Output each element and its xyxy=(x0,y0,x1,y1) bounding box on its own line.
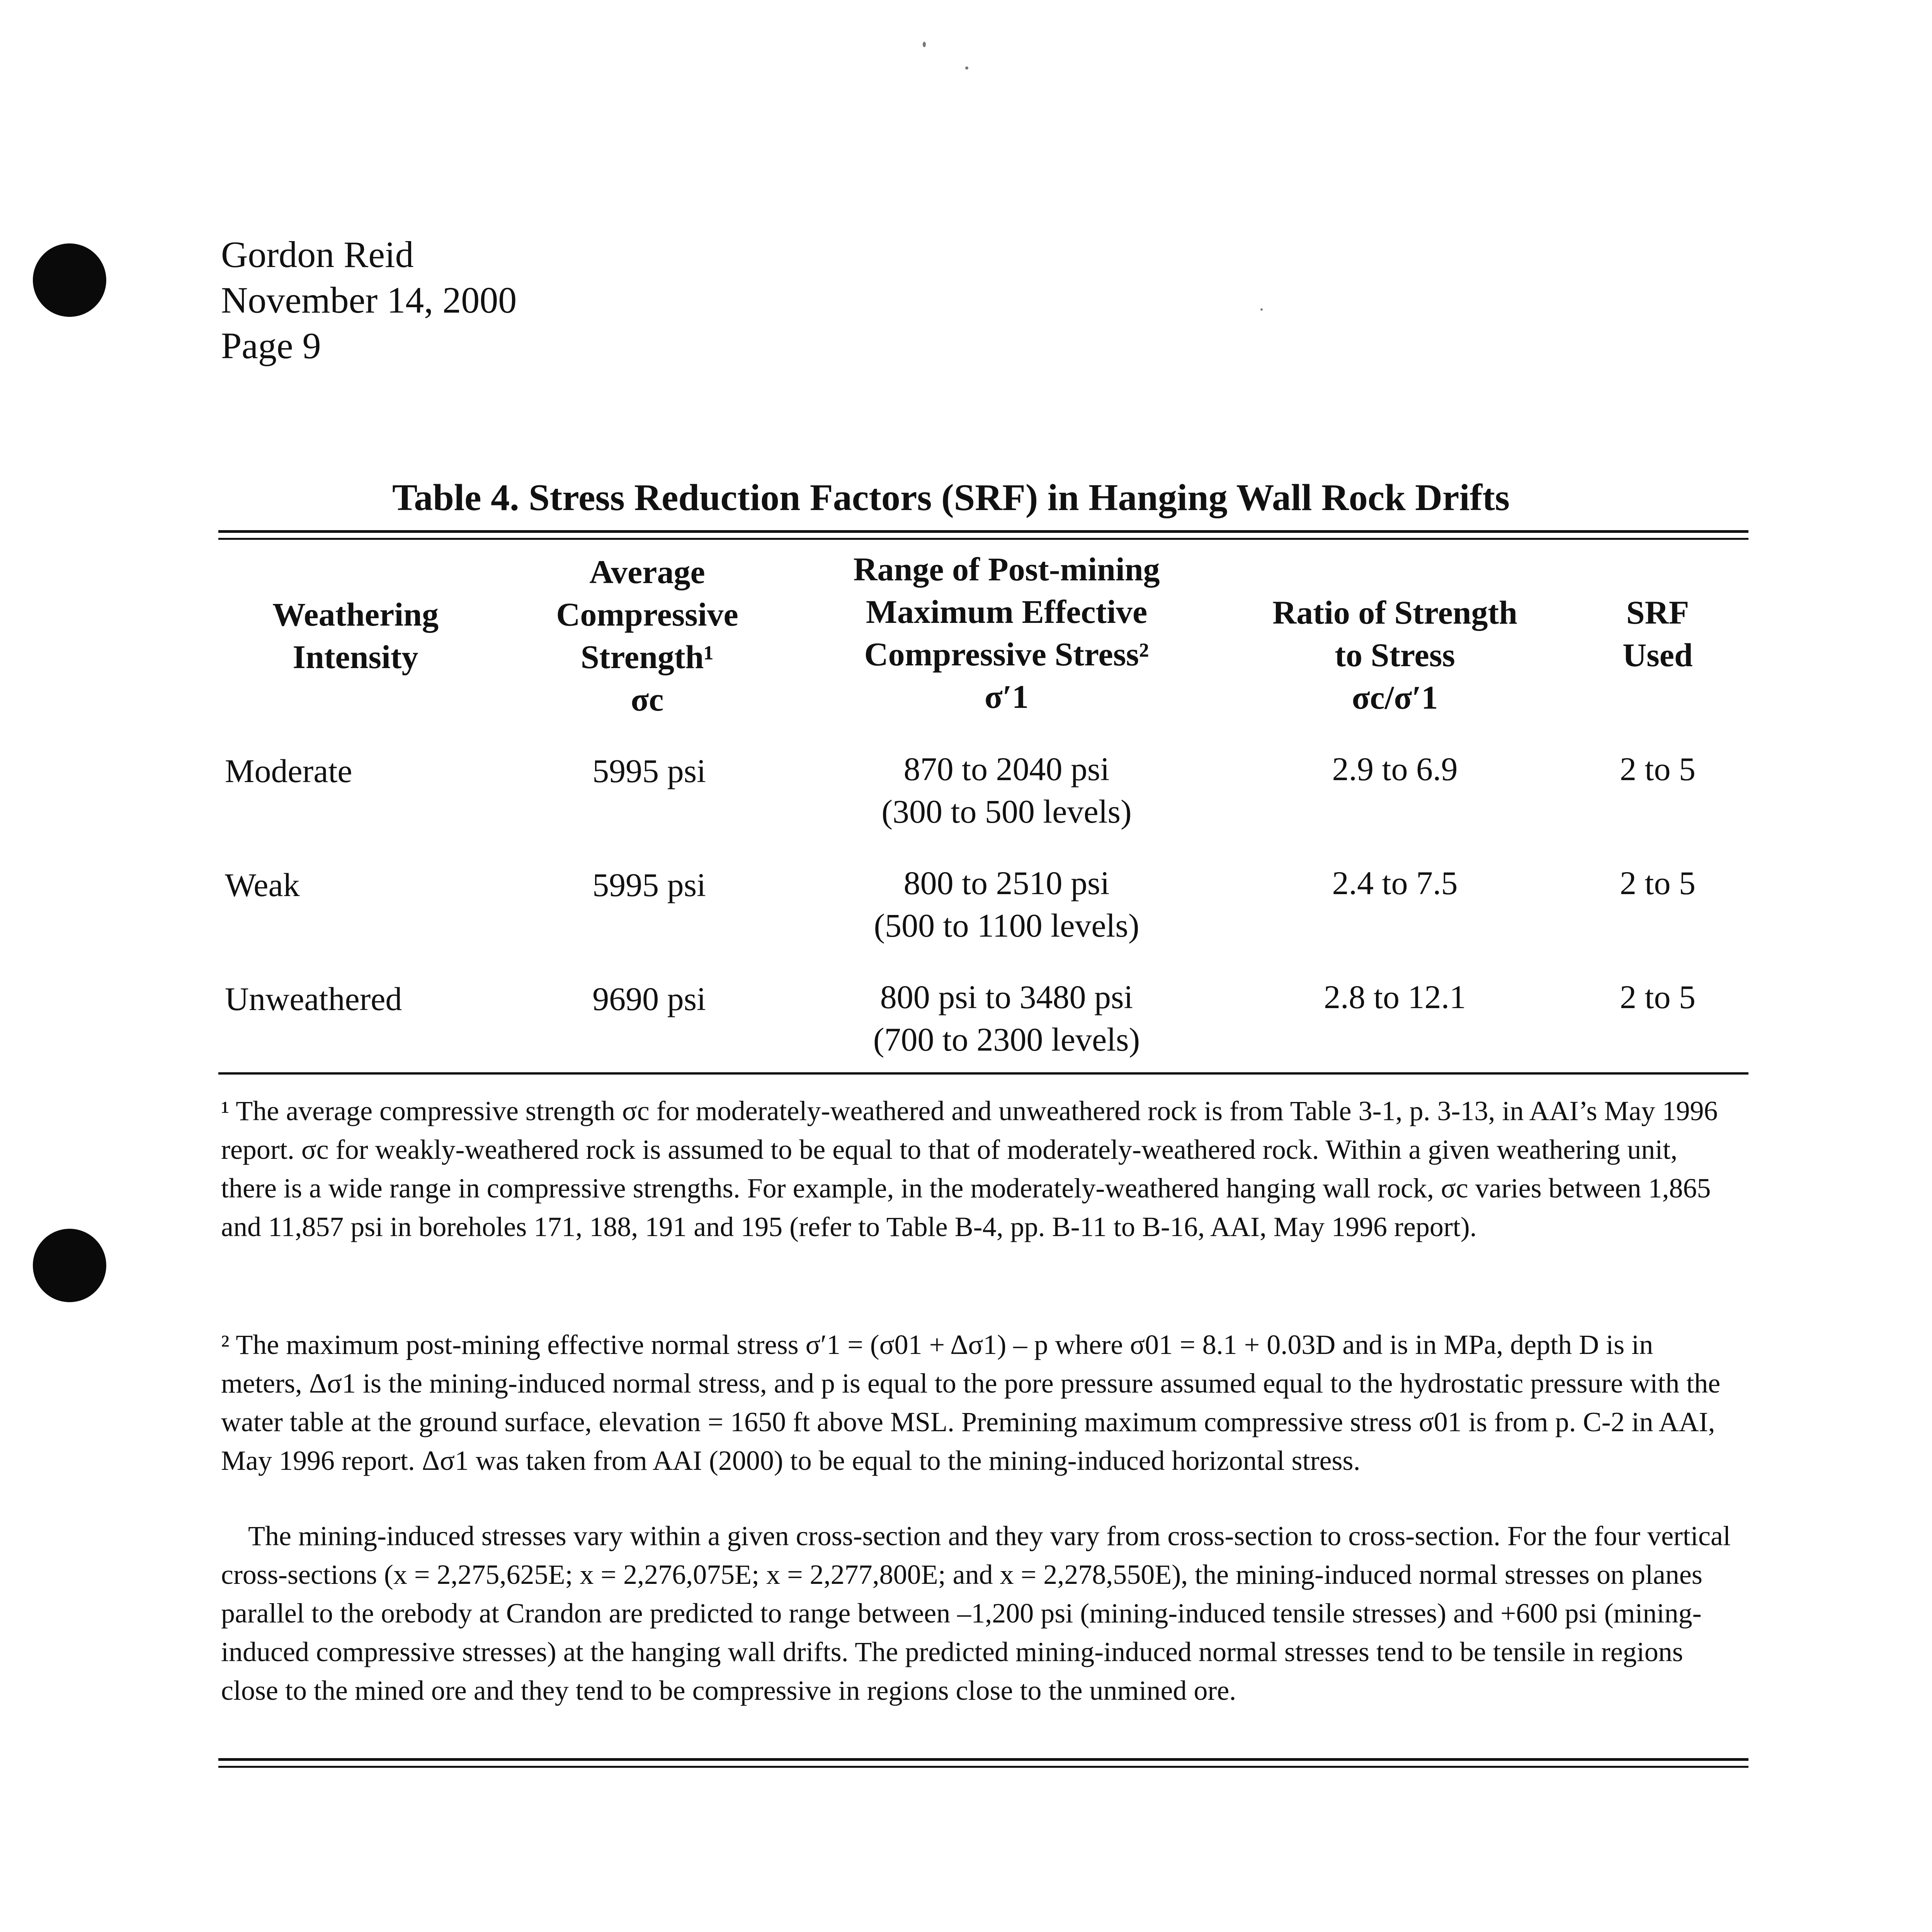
ratio-symbol: σc/σ′1 xyxy=(1352,679,1438,716)
column-header-strength: Average Compressive Strength¹ σc xyxy=(502,551,792,721)
footnote-3: The mining-induced stresses vary within a given cross-section and they vary from cross-section to cross-section. For the four vertical cross-sections (x = 2,275,625E; x = 2,276,075E; x = 2,277,800E; and x = 2,278,550E), the mining-induced normal stresses on planes parallel to the orebody at Crandon are predicted to range between –1,200 psi (mining-induced tensile stresses) and +600 psi (mining-induced compressive stresses) at the hanging wall drifts. The predicted mining-induced normal stresses tend to be tensile in regions close to the mined ore and they tend to be compressive in regions close to the unmined ore. xyxy=(221,1520,1731,1706)
footnote-1: ¹ The average compressive strength σc for moderately-weathered and unweathered rock is from Table 3-1, p. 3-13, in AAI’s May 1996 report. σc for weakly-weathered rock is assumed to be equal to that of moderately-weathered rock. Within a given weathering unit, there is a wide range in compressive strengths. For example, in the moderately-weathered hanging wall rock, σc varies between 1,865 and 11,857 psi in boreholes 171, 188, 191 and 195 (refer to Table B-4, pp. B-11 to B-16, AAI, May 1996 report). xyxy=(221,1095,1718,1242)
row-moderate-srf: 2 to 5 xyxy=(1620,750,1696,787)
scan-speck xyxy=(1260,308,1263,311)
row-weak-strength: 5995 psi xyxy=(592,866,706,903)
notes-bottom-rule xyxy=(218,1766,1748,1768)
sigma-c-symbol: σc xyxy=(631,681,664,718)
recipient-name: Gordon Reid xyxy=(221,234,414,275)
row-moderate-range: 870 to 2040 psi (300 to 500 levels) xyxy=(881,750,1132,830)
column-header-stress-range: Range of Post-mining Maximum Effective Compressive Stress² σ′1 xyxy=(804,548,1209,718)
row-unweathered-srf: 2 to 5 xyxy=(1620,978,1696,1015)
row-weak-range: 800 to 2510 psi (500 to 1100 levels) xyxy=(874,864,1139,944)
row-moderate-strength: 5995 psi xyxy=(592,752,706,789)
column-header-ratio: Ratio of Strength to Stress σc/σ′1 xyxy=(1236,591,1553,719)
row-moderate-ratio: 2.9 to 6.9 xyxy=(1332,750,1458,787)
letter-header xyxy=(221,232,517,369)
scan-speck xyxy=(965,66,968,70)
table-top-rule xyxy=(218,538,1748,540)
row-unweathered-ratio: 2.8 to 12.1 xyxy=(1324,978,1466,1015)
row-weak-ratio: 2.4 to 7.5 xyxy=(1332,864,1458,901)
binder-hole-top xyxy=(33,243,106,317)
row-unweathered-range: 800 psi to 3480 psi (700 to 2300 levels) xyxy=(873,978,1140,1058)
row-weak-srf: 2 to 5 xyxy=(1620,864,1696,901)
table-bottom-rule xyxy=(218,1072,1748,1075)
table-title: Table 4. Stress Reduction Factors (SRF) in Hanging Wall Rock Drifts xyxy=(392,477,1510,519)
row-unweathered-strength: 9690 psi xyxy=(592,980,706,1017)
row-weak-intensity: Weak xyxy=(225,866,300,903)
page-label: Page 9 xyxy=(221,325,321,366)
letter-date: November 14, 2000 xyxy=(221,279,517,321)
scan-speck xyxy=(923,42,926,47)
row-unweathered-intensity: Unweathered xyxy=(225,980,402,1017)
row-moderate-intensity: Moderate xyxy=(225,752,352,789)
binder-hole-middle xyxy=(33,1229,106,1302)
sigma-prime-symbol: σ′1 xyxy=(985,678,1029,715)
column-header-srf: SRF Used xyxy=(1622,594,1693,673)
notes-bottom-rule xyxy=(218,1758,1748,1761)
table-top-rule xyxy=(218,530,1748,533)
column-header-weathering: Weathering Intensity xyxy=(272,596,439,675)
footnote-2: ² The maximum post-mining effective normal stress σ′1 = (σ01 + Δσ1) – p where σ01 = 8.1 + 0.03D and is in MPa, depth D is in meters, Δσ1 is the mining-induced normal stress, and p is equal to the pore pressure assumed equal to the hydrostatic pressure with the water table at the ground surface, elevation = 1650 ft above MSL. Premining maximum compressive stress σ01 is from p. C-2 in AAI, May 1996 report. Δσ1 was taken from AAI (2000) to be equal to the mining-induced horizontal stress. xyxy=(221,1329,1721,1476)
